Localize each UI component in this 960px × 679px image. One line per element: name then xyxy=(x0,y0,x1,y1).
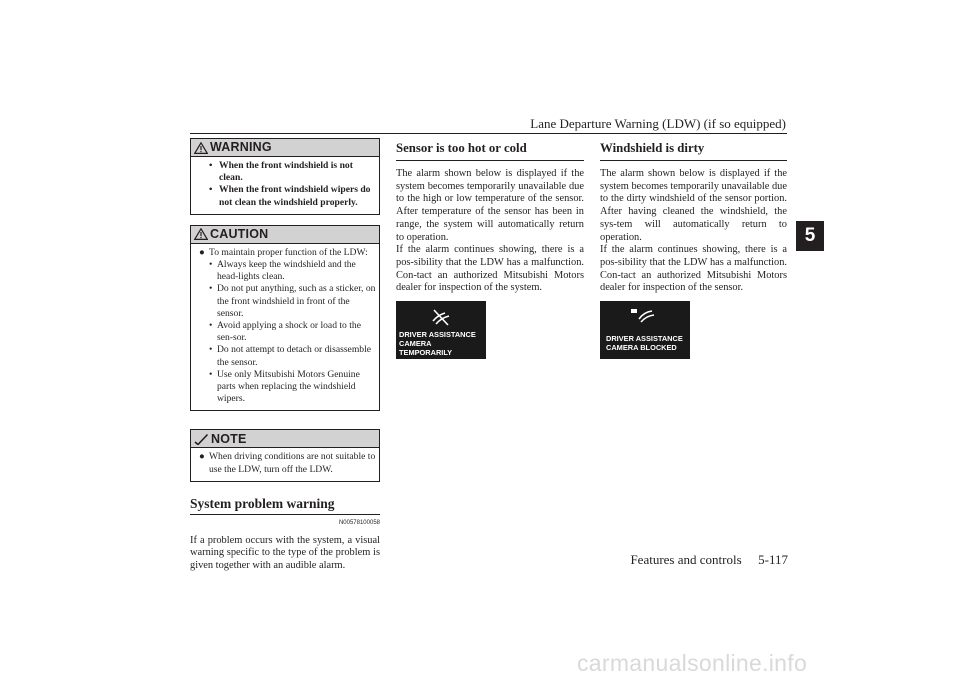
system-problem-text: If a problem occurs with the system, a visual warning specific to the type of the problem is given together with an audible alarm. xyxy=(190,534,380,572)
caution-header xyxy=(191,226,379,244)
section-code: N00578100058 xyxy=(338,519,380,526)
section-rule xyxy=(396,160,584,161)
display-line: NOT AVAILABLE xyxy=(399,357,458,367)
sensor-temp-para2: If the alarm continues showing, there is a pos-sibility that the LDW has a malfunction. Con-tact an authorized Mitsubishi Motors dealer for inspection of the system. xyxy=(396,244,584,294)
note-box xyxy=(190,429,380,481)
sensor-temp-para1: The alarm shown below is displayed if the system becomes temporarily unavailable due to the high or low temperature of the sensor. After temperature of the sensor has been in range, the system will automatically return to operation. xyxy=(396,168,584,243)
windshield-dirty-para1: The alarm shown below is displayed if the system becomes temporarily unavailable due to the dirty windshield of the sensor portion. After having cleaned the windshield, the sys-tem will automatically return to operation. xyxy=(600,168,787,243)
footer-section: Features and controls xyxy=(630,552,742,567)
display-line: DRIVER ASSISTANCE xyxy=(399,330,476,340)
section-rule xyxy=(190,514,380,515)
sensor-temp-heading: Sensor is too hot or cold xyxy=(396,141,527,155)
note-text: ● When driving conditions are not suitable to use the LDW, turn off the LDW. xyxy=(199,451,376,475)
warning-heading: WARNING xyxy=(210,140,272,155)
warning-triangle-icon xyxy=(194,142,208,154)
caution-item: • Avoid applying a shock or load to the sen-sor. xyxy=(209,320,361,344)
page-number: 5-117 xyxy=(758,552,788,567)
warning-item: • When the front windshield wipers do not clean the windshield properly. xyxy=(209,184,371,208)
caution-item: • Do not put anything, such as a sticker, on the front windshield in front of the sensor. xyxy=(209,283,376,319)
caution-triangle-icon xyxy=(194,228,208,240)
system-problem-heading: System problem warning xyxy=(190,495,335,511)
pencil-note-icon xyxy=(194,433,209,445)
warning-item: • When the front windshield is not clean. xyxy=(209,160,353,184)
header-rule xyxy=(190,133,787,134)
middle-column xyxy=(396,141,584,367)
camera-unavailable-display xyxy=(396,301,486,367)
camera-crossed-icon xyxy=(430,307,452,327)
right-column xyxy=(600,141,787,359)
display-line: CAMERA BLOCKED xyxy=(606,343,677,353)
caution-box xyxy=(190,225,380,412)
display-line: DRIVER ASSISTANCE xyxy=(606,334,683,344)
caution-heading: CAUTION xyxy=(210,226,269,241)
camera-blocked-display xyxy=(600,301,690,359)
windshield-dirty-para2: If the alarm continues showing, there is a pos-sibility that the LDW has a malfunction. Con-tact an authorized Mitsubishi Motors dealer for inspection of the sensor. xyxy=(600,244,787,294)
left-column xyxy=(190,138,380,573)
caution-intro: ● To maintain proper function of the LDW: xyxy=(199,246,368,258)
caution-item: • Do not attempt to detach or disassemble the sensor. xyxy=(209,344,371,368)
windshield-dirty-heading: Windshield is dirty xyxy=(600,141,705,155)
caution-item: • Use only Mitsubishi Motors Genuine parts when replacing the windshield wipers. xyxy=(209,368,360,405)
caution-item: • Always keep the windshield and the head-lights clean. xyxy=(209,259,356,283)
running-title: Lane Departure Warning (LDW) (if so equipped) xyxy=(530,116,786,131)
system-problem-section xyxy=(190,495,380,573)
section-rule xyxy=(600,160,787,161)
note-header xyxy=(191,430,379,448)
chapter-tab[interactable]: 5 xyxy=(796,221,824,251)
display-line: CAMERA TEMPORARILY xyxy=(399,339,453,358)
note-heading: NOTE xyxy=(211,431,247,446)
warning-box xyxy=(190,138,380,215)
watermark[interactable]: carmanualsonline.info xyxy=(577,650,808,676)
page-footer xyxy=(560,552,788,568)
camera-blocked-icon xyxy=(630,307,656,325)
warning-header xyxy=(191,139,379,157)
